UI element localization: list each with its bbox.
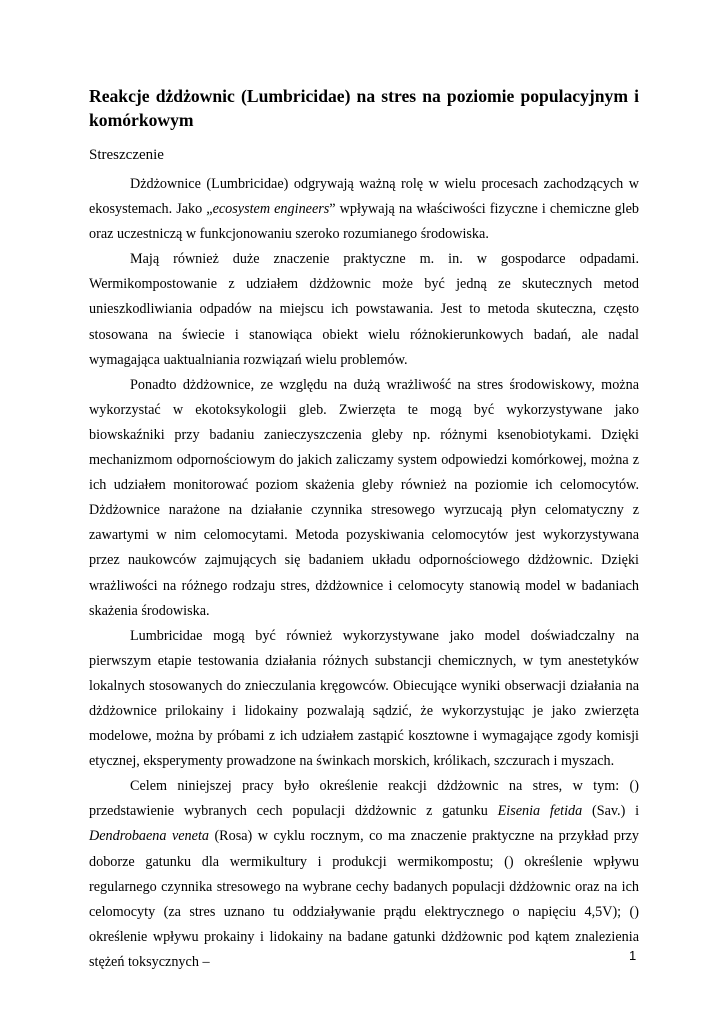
- italic-species-name: Dendrobaena veneta: [89, 828, 209, 845]
- paragraph-text: Mają również duże znaczenie praktyczne m. in. w gospodarce odpadami. Wermikompostowanie z udziałem dżdżownic może być jedną ze skutecznych metod unieszkodliwiania odpadów na miejscu ich powstawania. Jest to metoda skuteczna, często stosowana na świecie i stanowiąca obiekt wielu różnokierunkowych badań, ale nadal wymagająca uaktualniania rozwiązań wielu problemów.: [89, 251, 639, 368]
- italic-species-name: Eisenia fetida: [497, 803, 583, 820]
- paragraph-text: Dżdżownice (Lumbricidae) odgrywają ważną rolę w wielu procesach zachodzących w ekosystemach. Jako „: [89, 176, 639, 218]
- document-title: Reakcje dżdżownic (Lumbricidae) na stres na poziomie populacyjnym i komórkowym: [89, 86, 639, 130]
- paragraph: [89, 624, 639, 775]
- paragraph: [89, 247, 639, 372]
- paragraph-text: Lumbricidae mogą być również wykorzystywane jako model doświadczalny na pierwszym etapie testowania działania różnych substancji chemicznych, w tym anestetyków lokalnych stosowanych do znieczulania kręgowców. Obiecujące wyniki obserwacji działania na dżdżownice prilokainy i lidokainy pozwalają sądzić, że wykorzystując je jako zwierzęta modelowe, można by próbami z ich udziałem zastąpić kosztowne i wymagające zgody komisji etycznej, eksperymenty prowadzone na świnkach morskich, królikach, szczurach i myszach.: [89, 627, 639, 770]
- paragraph: [89, 774, 639, 975]
- paragraph-text: (Rosa) w cyklu rocznym, co ma znaczenie praktyczne na przykład przy doborze gatunku dla wermikultury i produkcji wermikompostu; () określenie wpływu regularnego czynnika stresowego na wybrane cechy badanych populacji dżdżownic oraz na ich celomocyty (za stres uznano tu oddziaływanie prądu elektrycznego o napięciu 4,5V); () określenie wpływu prokainy i lidokainy na badane gatunki dżdżownic pod kątem znalezienia stężeń toksycznych –: [89, 828, 639, 970]
- page-number: 1: [629, 948, 637, 963]
- paragraph-text: Celem niniejszej pracy było określenie reakcji dżdżownic na stres, w tym: () przedstawienie wybranych cech populacji dżdżownic z gatunku: [89, 778, 639, 820]
- document-body: [89, 172, 639, 975]
- paragraph-text: (Sav.) i: [582, 803, 640, 820]
- paragraph: [89, 172, 639, 247]
- paragraph: [89, 373, 639, 624]
- paragraph-text: ” wpływają na właściwości fizyczne i chemiczne gleb oraz uczestniczą w funkcjonowaniu szeroko rozumianego środowiska.: [89, 201, 639, 243]
- italic-term: ecosystem engineers: [212, 201, 330, 218]
- paragraph-text: Ponadto dżdżownice, ze względu na dużą wrażliwość na stres środowiskowy, można wykorzystać w ekotoksykologii gleb. Zwierzęta te mogą być wykorzystywane jako biowskaźniki przy badaniu zanieczyszczenia gleby np. różnymi ksenobiotykami. Dzięki mechanizmom odpornościowym do jakich zaliczamy system odpowiedzi komórkowej, można z ich udziałem monitorować poziom skażenia gleby również na poziomie ich celomocytów. Dżdżownice narażone na działanie czynnika stresowego wyrzucają płyn celomatyczny z zawartymi w nim celomocytami. Metoda pozyskiwania celomocytów jest wykorzystywana przez naukowców zajmujących się badaniem układu odpornościowego dżdżownic. Dzięki wrażliwości na różnego rodzaju stres, dżdżownice i celomocyty stanowią model w badaniach skażenia środowiska.: [89, 376, 639, 619]
- section-heading: Streszczenie: [89, 147, 164, 163]
